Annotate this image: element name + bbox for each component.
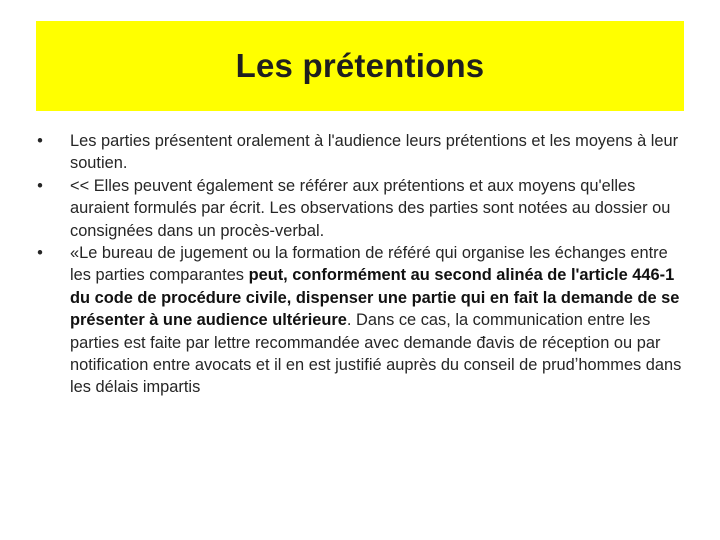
bullet-list [36,130,684,399]
bullet-item-2 [36,175,684,242]
bullet-item-1 [36,130,684,175]
bullet-item-3 [36,242,684,399]
title-bar [36,21,684,111]
bullet-icon: • [37,176,43,195]
bullet-text-2: << Elles peuvent également se référer aux prétentions et aux moyens qu'elles auraient formulés par écrit. Les observations des parties sont notées au dossier ou consignées dans un procès-verbal. [70,176,671,240]
slide-title: Les prétentions [235,47,485,84]
bullet-icon: • [37,132,43,150]
bullet-icon: • [37,244,43,263]
bullet-text-3-part2: . Dans ce cas, la communication entre les parties est faite par lettre recommandée avec demande đavis de réception ou par notification entre avocats et il en est justifié auprès du conseil de prudʼhommes dans les délais impartis [70,311,682,397]
bullet-text-3-bold: peut, conformément au second alinéa de l'article 446-1 du code de procédure civile, dispenser une partie qui en fait la demande de se présenter à une audience ultérieure [70,266,680,330]
bullet-text-3-part1: «Le bureau de jugement ou la formation de référé qui organise les échanges entre les parties comparantes [70,244,668,285]
bullet-text-1: Les parties présentent oralement à l'audience leurs prétentions et les moyens à leur soutien. [70,132,679,173]
slide-content [36,130,684,399]
